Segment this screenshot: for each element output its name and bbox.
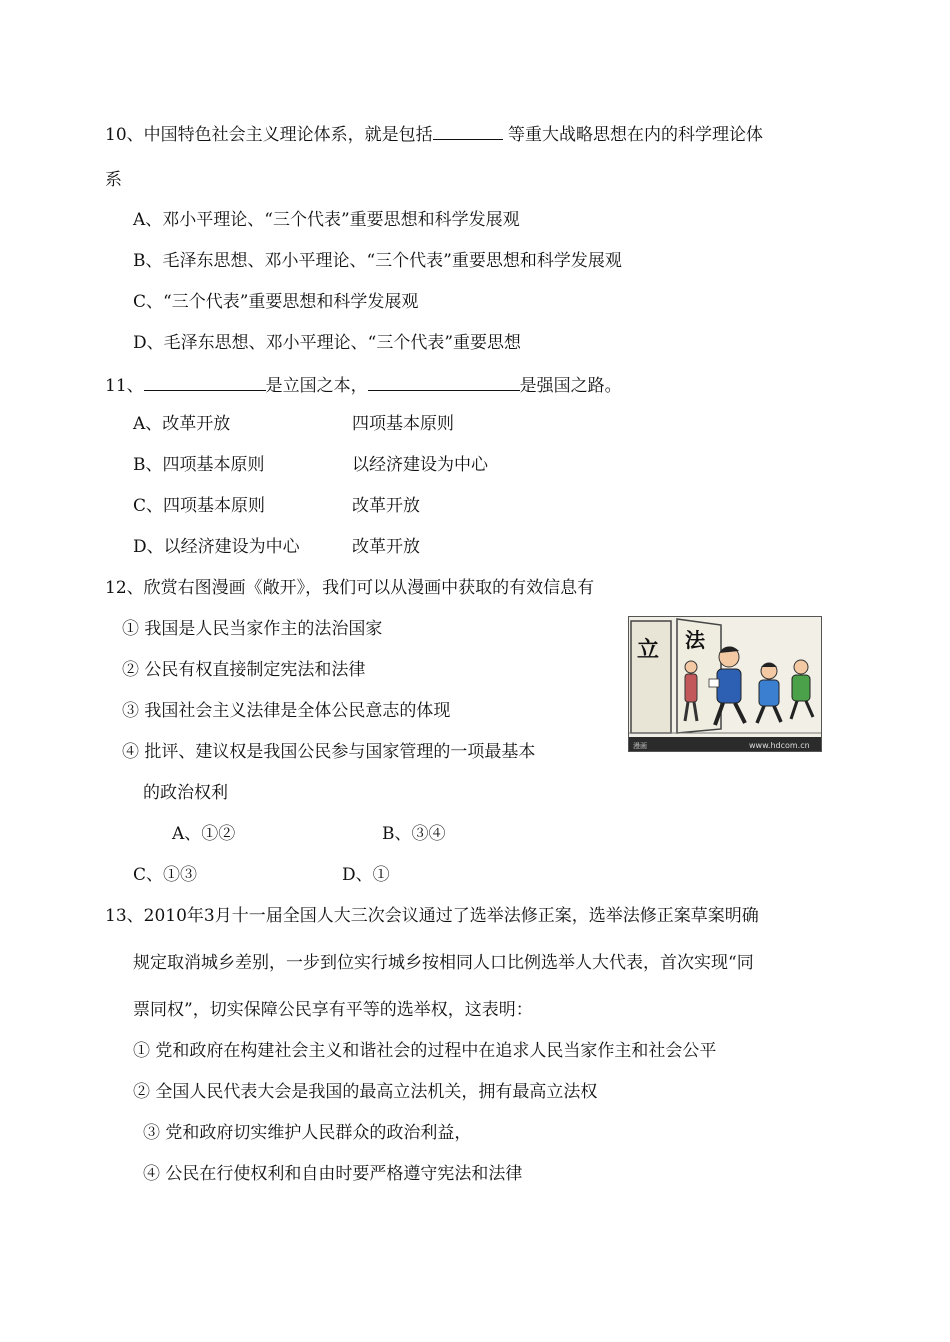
q10-stem — [105, 121, 763, 147]
q10-stem-continued: 系 — [105, 170, 122, 190]
cartoon-image — [628, 616, 822, 752]
q12-item-4: ④ 批评、建议权是我国公民参与国家管理的一项最基本 — [122, 742, 536, 762]
q11-option-a-right: 四项基本原则 — [352, 414, 454, 434]
q12-item-1: ① 我国是人民当家作主的法治国家 — [122, 619, 383, 639]
q12-item-2: ② 公民有权直接制定宪法和法律 — [122, 660, 366, 680]
q11-stem — [105, 372, 622, 398]
q13-stem-line-3: 票同权”，切实保障公民享有平等的选举权，这表明： — [133, 1000, 533, 1020]
cartoon-footer-left: 漫画 — [633, 742, 647, 750]
q11-option-a-left: A、改革开放 — [133, 414, 231, 434]
q13-item-1: ① 党和政府在构建社会主义和谐社会的过程中在追求人民当家作主和社会公平 — [133, 1041, 717, 1061]
q11-stem-end: 是强国之路。 — [519, 376, 622, 396]
q10-answer-blank — [433, 121, 503, 140]
q12-stem: 12、欣赏右图漫画《敞开》，我们可以从漫画中获取的有效信息有 — [105, 578, 595, 598]
q11-option-c-left: C、四项基本原则 — [133, 496, 266, 516]
q13-item-3: ③ 党和政府切实维护人民群众的政治利益， — [143, 1123, 472, 1143]
q13-stem-line-1: 13、2010年3月十一届全国人大三次会议通过了选举法修正案，选举法修正案草案明确 — [105, 906, 759, 926]
q10-stem-part1: 10、中国特色社会主义理论体系，就是包括 — [105, 125, 433, 145]
q13-item-2: ② 全国人民代表大会是我国的最高立法机关，拥有最高立法权 — [133, 1082, 598, 1102]
q12-option-d: D、① — [342, 865, 390, 885]
q12-item-3: ③ 我国社会主义法律是全体公民意志的体现 — [122, 701, 451, 721]
q10-option-d: D、毛泽东思想、邓小平理论、“三个代表”重要思想 — [133, 333, 522, 353]
q13-item-4: ④ 公民在行使权利和自由时要严格遵守宪法和法律 — [143, 1164, 523, 1184]
q11-option-d-left: D、以经济建设为中心 — [133, 537, 300, 557]
q11-option-b-left: B、四项基本原则 — [133, 455, 265, 475]
q10-option-b: B、毛泽东思想、邓小平理论、“三个代表”重要思想和科学发展观 — [133, 251, 622, 271]
q12-item-4-continued: 的政治权利 — [143, 783, 228, 803]
cartoon-char-right: 法 — [685, 628, 705, 652]
q11-option-b-right: 以经济建设为中心 — [352, 455, 488, 475]
q11-stem-mid: 是立国之本， — [265, 376, 368, 396]
q11-blank-1 — [144, 372, 266, 391]
q11-number: 11、 — [105, 376, 144, 396]
q13-stem-line-2: 规定取消城乡差别，一步到位实行城乡按相同人口比例选举人大代表，首次实现“同 — [133, 953, 754, 973]
q12-option-a: A、①② — [172, 824, 236, 844]
q11-blank-2 — [368, 372, 520, 391]
q11-option-d-right: 改革开放 — [352, 537, 420, 557]
q11-option-c-right: 改革开放 — [352, 496, 420, 516]
q10-option-c: C、“三个代表”重要思想和科学发展观 — [133, 292, 419, 312]
cartoon-char-left: 立 — [637, 637, 660, 663]
q12-option-b: B、③④ — [382, 824, 446, 844]
q12-option-c: C、①③ — [133, 865, 198, 885]
cartoon-drawing — [629, 617, 821, 751]
q10-option-a: A、邓小平理论、“三个代表”重要思想和科学发展观 — [133, 210, 520, 230]
cartoon-footer-watermark: www.hdcom.cn — [749, 741, 810, 750]
q10-stem-part2: 等重大战略思想在内的科学理论体 — [508, 125, 764, 145]
